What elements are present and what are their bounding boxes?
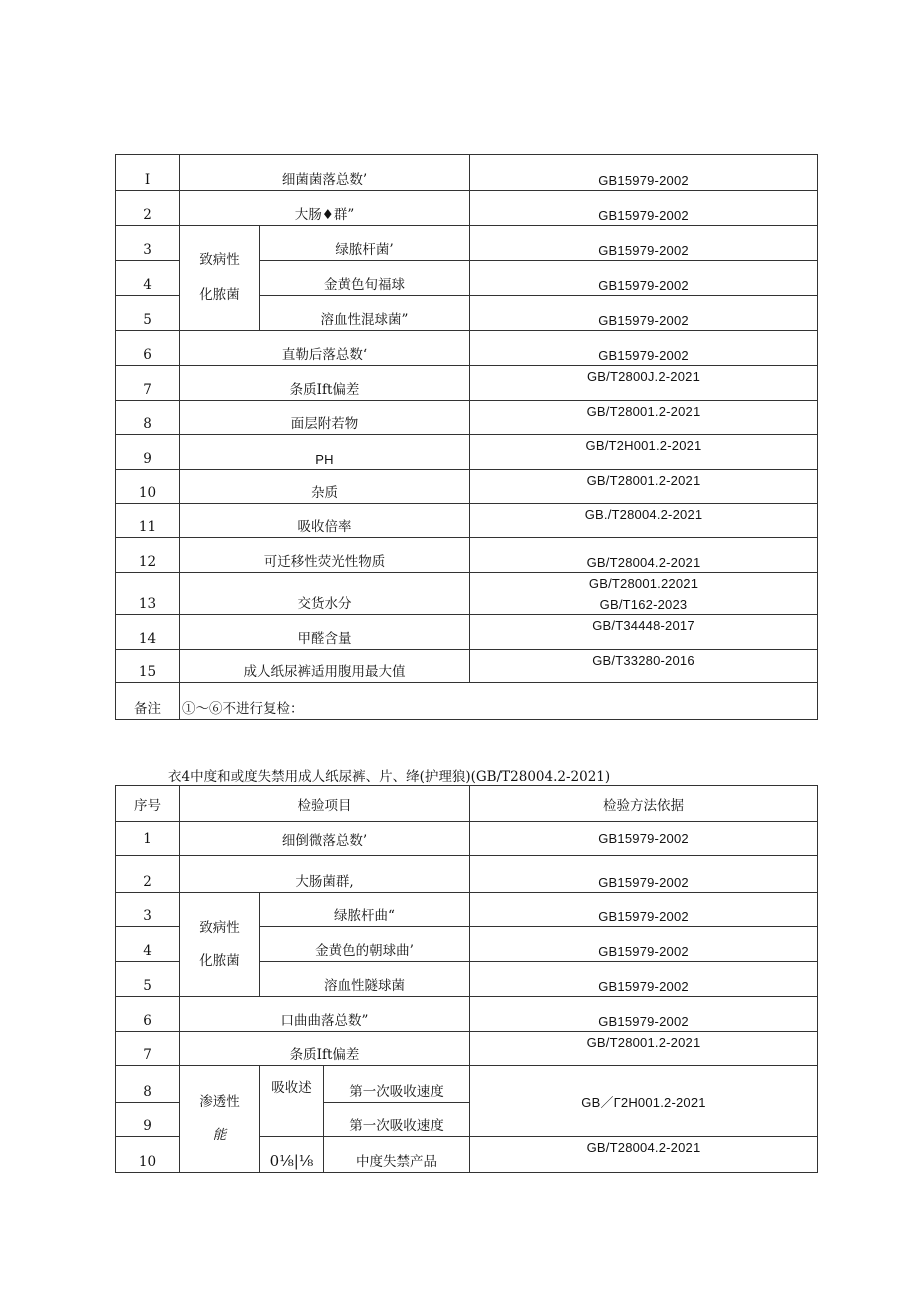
test-item: 第一次吸收速度 (324, 1066, 470, 1103)
table-row (116, 366, 818, 401)
test-method: GB／Г2H001.2-2021 (470, 1066, 818, 1137)
row-number: 10 (116, 470, 180, 504)
table-row (116, 856, 818, 893)
test-method: GB15979-2002 (470, 893, 818, 927)
table-row (116, 401, 818, 435)
test-item: 条质Ift偏差 (180, 366, 470, 401)
table-row (116, 435, 818, 470)
test-method: GB/T28004.2-2021 (470, 538, 818, 573)
test-method: GB15979-2002 (470, 226, 818, 261)
group-label-line1: 渗透性 (199, 1094, 240, 1110)
absorption-subgroup: 0⅛|⅛ (260, 1137, 324, 1173)
test-item: 细倒微落总数’ (180, 822, 470, 856)
row-number: 15 (116, 650, 180, 683)
test-method: GB/T28001.2-2021 (470, 401, 818, 435)
test-item: 溶血性隧球菌 (260, 962, 470, 997)
test-item: 溶血性混球菌” (260, 296, 470, 331)
inspection-table-1 (115, 154, 818, 720)
test-method: GB15979-2002 (470, 822, 818, 856)
test-item: 细菌菌落总数’ (180, 155, 470, 191)
test-method: GB/T28001.2-2021 (470, 1032, 818, 1066)
row-number: 5 (116, 296, 180, 331)
note-text: ①～⑥不进行复检： (180, 683, 818, 720)
test-item: 绿脓杆曲“ (260, 893, 470, 927)
table-row (116, 470, 818, 504)
test-method-secondary: GB/T162-2023 (599, 596, 688, 612)
pathogen-group-cell (180, 893, 260, 997)
row-number: 9 (116, 1103, 180, 1137)
table-row (116, 331, 818, 366)
note-label: 备注 (116, 683, 180, 720)
test-method: GB15979-2002 (470, 962, 818, 997)
table-row (116, 1066, 818, 1103)
group-label-line1: 致病性 (199, 252, 240, 268)
group-label-line2: 能 (212, 1127, 227, 1143)
test-method: GB/T28001.2-2021 (470, 470, 818, 504)
test-item: 吸收倍率 (180, 504, 470, 538)
absorption-subgroup: 吸收述 (260, 1066, 324, 1137)
test-method: GB/T2800J.2-2021 (470, 366, 818, 401)
test-item: 口曲曲落总数” (180, 997, 470, 1032)
test-method: GB15979-2002 (470, 997, 818, 1032)
test-method: GB/T34448-2017 (470, 615, 818, 650)
test-item: 金黄色旬福球 (260, 261, 470, 296)
pathogen-group-cell (180, 226, 260, 331)
table-header-row (116, 786, 818, 822)
row-number: 3 (116, 893, 180, 927)
row-number: 8 (116, 401, 180, 435)
row-number: 7 (116, 366, 180, 401)
test-item: 杂质 (180, 470, 470, 504)
test-method: GB/T2H001.2-2021 (470, 435, 818, 470)
row-number: 6 (116, 331, 180, 366)
row-number: 8 (116, 1066, 180, 1103)
row-number: 4 (116, 927, 180, 962)
table-caption: 衣4中度和或度失禁用成人纸尿裤、片、绛(护理狼)(GB/T28004.2-2021) (168, 769, 611, 785)
table-row (116, 615, 818, 650)
test-method: GB./T28004.2-2021 (470, 504, 818, 538)
row-number: 7 (116, 1032, 180, 1066)
test-item: 中度失禁产品 (324, 1137, 470, 1173)
header-item: 检验项目 (180, 786, 470, 822)
header-number: 序号 (116, 786, 180, 822)
test-item: 可迁移性荧光性物质 (180, 538, 470, 573)
test-method: GB15979-2002 (470, 191, 818, 226)
test-method-multi (470, 573, 818, 615)
row-number: 3 (116, 226, 180, 261)
row-number: 5 (116, 962, 180, 997)
row-number: 4 (116, 261, 180, 296)
row-number: 12 (116, 538, 180, 573)
row-number: 9 (116, 435, 180, 470)
test-item: 大肠菌群, (180, 856, 470, 893)
table-row (116, 191, 818, 226)
table-row (116, 822, 818, 856)
header-method: 检验方法依据 (470, 786, 818, 822)
test-item: 直勒后落总数‘ (180, 331, 470, 366)
note-row (116, 683, 818, 720)
test-item: PH (180, 435, 470, 470)
test-item: 条质Ift偏差 (180, 1032, 470, 1066)
row-number: 10 (116, 1137, 180, 1173)
test-item: 大肠♦群” (180, 191, 470, 226)
table-row (116, 650, 818, 683)
row-number: 11 (116, 504, 180, 538)
row-number: I (116, 155, 180, 191)
table-row (116, 573, 818, 615)
inspection-table-2 (115, 785, 818, 1173)
row-number: 14 (116, 615, 180, 650)
row-number: 1 (116, 822, 180, 856)
test-method: GB/T33280-2016 (470, 650, 818, 683)
group-label-line2: 化脓菌 (199, 287, 240, 303)
test-method: GB/T28001.22021 (588, 575, 699, 591)
test-method: GB/T28004.2-2021 (470, 1137, 818, 1173)
test-item: 绿脓杆菌’ (260, 226, 470, 261)
row-number: 6 (116, 997, 180, 1032)
test-item: 甲醛含量 (180, 615, 470, 650)
test-item: 成人纸尿裤适用腹用最大值 (180, 650, 470, 683)
test-item: 交货水分 (180, 573, 470, 615)
table-row (116, 1032, 818, 1066)
row-number: 13 (116, 573, 180, 615)
group-label-line1: 致病性 (199, 919, 240, 936)
group-label-line2: 化脓菌 (199, 952, 240, 969)
table-row (116, 504, 818, 538)
test-method: GB15979-2002 (470, 155, 818, 191)
test-item: 第一次吸收速度 (324, 1103, 470, 1137)
table-row (116, 226, 818, 261)
test-method: GB15979-2002 (470, 331, 818, 366)
test-method: GB15979-2002 (470, 296, 818, 331)
test-item: 面层附若物 (180, 401, 470, 435)
table-row (116, 155, 818, 191)
row-number: 2 (116, 191, 180, 226)
permeability-group-cell (180, 1066, 260, 1173)
table-row (116, 997, 818, 1032)
test-method: GB15979-2002 (470, 927, 818, 962)
table-row (116, 893, 818, 927)
row-number: 2 (116, 856, 180, 893)
test-method: GB15979-2002 (470, 261, 818, 296)
test-method: GB15979-2002 (470, 856, 818, 893)
test-item: 金黄色的朝球曲’ (260, 927, 470, 962)
table-row (116, 538, 818, 573)
